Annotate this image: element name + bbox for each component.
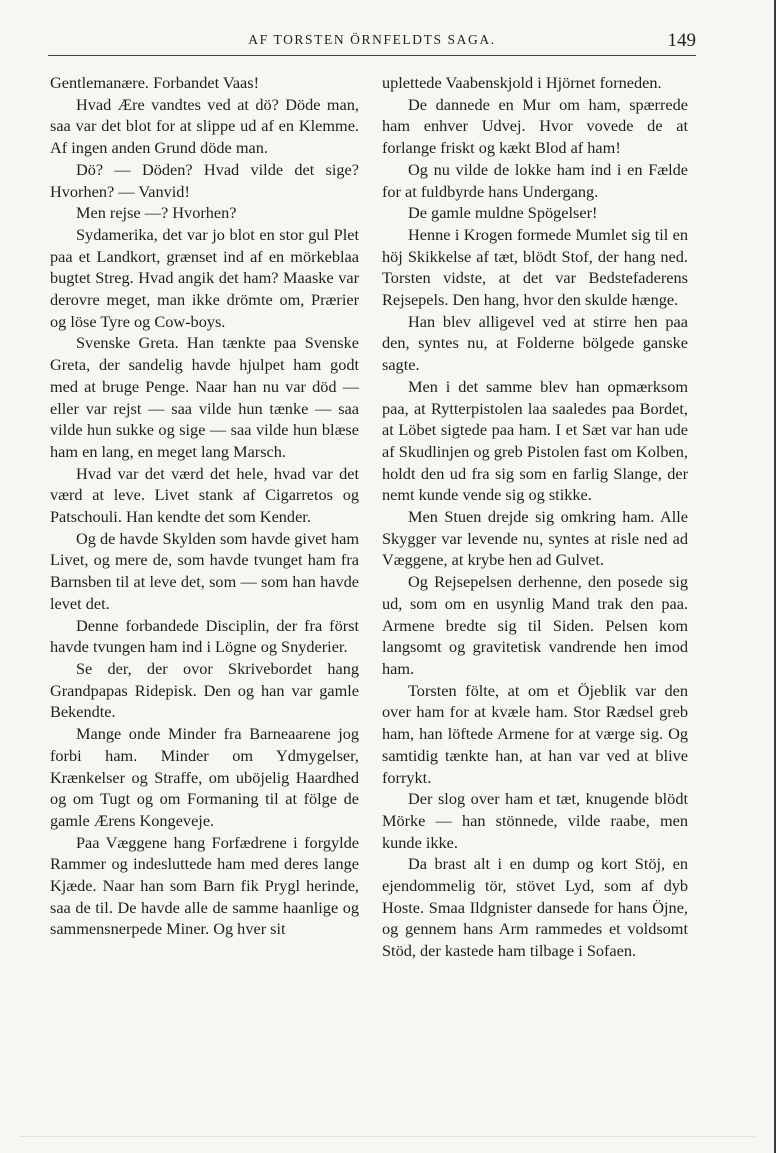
paragraph: Men rejse —? Hvorhen?: [76, 203, 237, 223]
paragraph: Og nu vilde de lokke ham ind i en Fælde for at fuldbyrde hans Undergang.: [382, 159, 688, 201]
paragraph: Han blev alligevel ved at stirre hen paa den, syntes nu, at Folderne bölgede ganske sagte.: [382, 311, 688, 375]
paragraph: Gentlemanære. Forbandet Vaas!: [50, 73, 260, 92]
right-column: [382, 72, 688, 962]
paragraph: Og Rejsepelsen derhenne, den posede sig ud, som om en usynlig Mand trak den paa. Armene bredte sig til Siden. Pelsen kom langsomt og gravitetisk vandrende hen imod ham.: [382, 572, 688, 678]
paragraph: Da brast alt i en dump og kort Stöj, en ejendommelig tör, stövet Lyd, som af dyb Hoste. Smaa Ildgnister dansede for hans Öjne, og gennem hans Arm rammedes et voldsomt Stöd, der kastede ham tilbage i Sofaen.: [382, 854, 688, 961]
header-rule: [48, 55, 696, 56]
paragraph: Men i det samme blev han opmærksom paa, at Rytterpistolen laa saaledes paa Bordet, at Löbet sigtede paa ham. I et Sæt var han ude af Skudlinjen og greb Pistolen fast om Kolben, holdt den ud fra sig som en farlig Slange, der nemt kunde vende sig og stikke.: [382, 376, 688, 505]
paragraph: Men Stuen drejde sig omkring ham. Alle Skygger var levende nu, syntes at risle ned ad Væggene, at krybe hen ad Gulvet.: [382, 507, 688, 570]
left-column: [50, 72, 359, 940]
paragraph: uplettede Vaabenskjold i Hjörnet forneden.: [382, 73, 662, 92]
paragraph: Torsten fölte, at om et Öjeblik var den over ham for at kvæle ham. Stor Rædsel greb ham, han löftede Armene for at værge sig. Og samtidig tænkte han, at han var ved at blive forrykt.: [382, 680, 688, 787]
paragraph: Se der, der ovor Skrivebordet hang Grandpapas Ridepisk. Den og han var gamle Bekendte.: [50, 658, 359, 722]
scan-bottom-edge: [20, 1136, 756, 1137]
paragraph: Og de havde Skylden som havde givet ham Livet, og mere de, som havde tvunget ham fra Barnsben til at leve det, som — som han havde levet det.: [50, 528, 359, 613]
paragraph: Der slog over ham et tæt, knugende blödt Mörke — han stönnede, vilde raabe, men kunde ikke.: [382, 789, 688, 852]
paragraph: Dö? — Döden? Hvad vilde det sige? Hvorhen? — Vanvid!: [50, 159, 359, 201]
page-header: [48, 30, 696, 54]
paragraph: Svenske Greta. Han tænkte paa Svenske Greta, der sandelig havde hjulpet ham godt med at bruge Penge. Naar han nu var död — eller var rejst — saa vilde hun tænke — saa vilde hun sukke og sige — saa vilde hun blæse ham en lang, en meget lang Marsch.: [50, 333, 359, 461]
running-title: AF TORSTEN ÖRNFELDTS SAGA.: [248, 32, 496, 47]
paragraph: Henne i Krogen formede Mumlet sig til en höj Skikkelse af tæt, blödt Stof, der hang ned. Torsten vidste, at det var Bedstefaderens Rejsepels. Den hang, hvor den skulde hænge.: [382, 224, 688, 310]
paragraph: Denne forbandede Disciplin, der fra först havde tvungen ham ind i Lögne og Snyderier.: [50, 615, 359, 657]
paragraph: Sydamerika, det var jo blot en stor gul Plet paa et Landkort, grænset ind af en mörkeblaa bugtet Streg. Hvad angik det ham? Maaske var derovre meget, man ikke drömte om, Prærier og löse Tyre og Cow-boys.: [50, 224, 359, 331]
paragraph: Hvad Ære vandtes ved at dö? Döde man, saa var det blot for at slippe ud af en Klemme. Af ingen anden Grund döde man.: [50, 94, 359, 158]
paragraph: Paa Væggene hang Forfædrene i forgylde Rammer og indesluttede ham med deres lange Kjæde. Naar han som Barn fik Prygl herinde, saa de til. De havde alle de samme haanlige og sammensnerpede Miner. Og hver sit: [50, 832, 359, 939]
page-number: 149: [667, 30, 696, 51]
paragraph: De gamle muldne Spögelser!: [408, 203, 598, 223]
paragraph: Mange onde Minder fra Barneaarene jog forbi ham. Minder om Ydmygelser, Krænkelser og Straffe, om uböjelig Haardhed og om Tugt og om Formaning til at fölge de gamle Ærens Kongeveje.: [50, 724, 359, 830]
paragraph: De dannede en Mur om ham, spærrede ham enhver Udvej. Hvor vovede de at forlange friskt og kækt Blod af ham!: [382, 94, 688, 158]
paragraph: Hvad var det værd det hele, hvad var det værd at leve. Livet stank af Cigarretos og Patschouli. Han kendte det som Kender.: [50, 463, 359, 527]
